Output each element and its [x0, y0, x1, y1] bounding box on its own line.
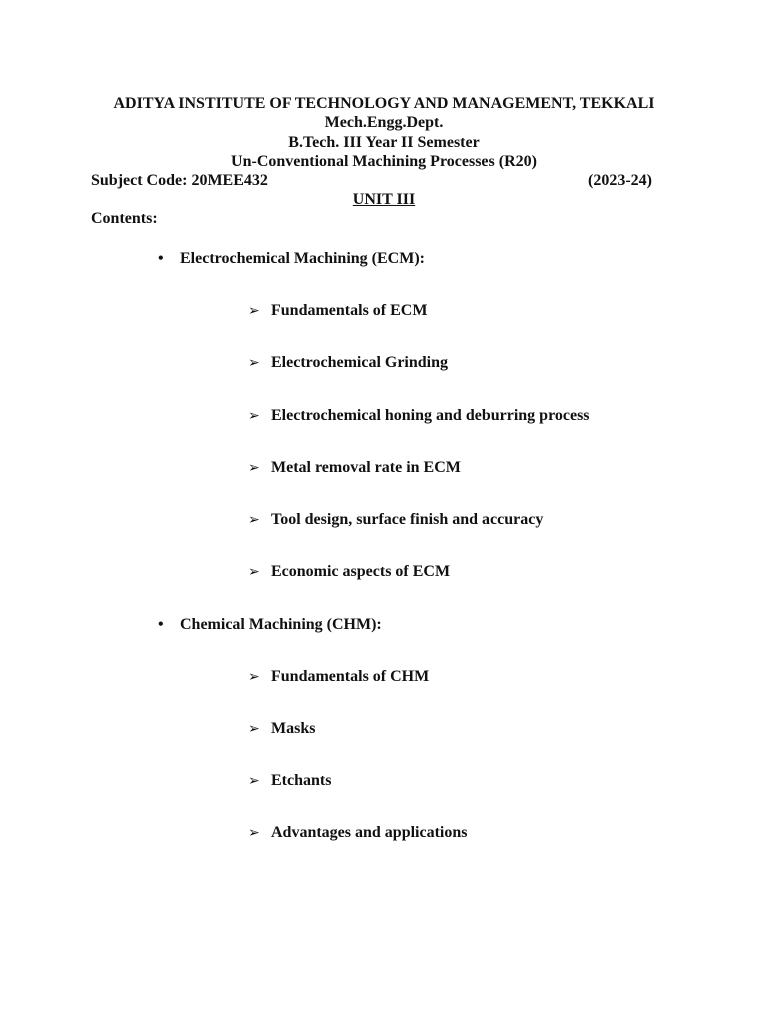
arrow-bullet-icon: ➢	[248, 512, 260, 528]
academic-year: (2023-24)	[588, 172, 652, 189]
arrow-bullet-icon: ➢	[248, 408, 260, 424]
subject-code: Subject Code: 20MEE432	[91, 172, 268, 189]
unit-heading: UNIT III	[352, 191, 416, 208]
contents-label: Contents:	[91, 210, 158, 227]
arrow-bullet-icon: ➢	[248, 303, 260, 319]
list-item-text: Electrochemical Grinding	[271, 354, 449, 371]
course-line: Un-Conventional Machining Processes (R20)	[231, 153, 537, 170]
bullet-icon: •	[158, 250, 164, 267]
department-line: Mech.Engg.Dept.	[324, 114, 444, 131]
bullet-icon: •	[158, 616, 164, 633]
program-line: B.Tech. III Year II Semester	[288, 134, 480, 151]
arrow-bullet-icon: ➢	[248, 564, 260, 580]
arrow-bullet-icon: ➢	[248, 669, 260, 685]
list-item-text: Advantages and applications	[271, 824, 468, 841]
section-title: Chemical Machining (CHM):	[180, 616, 382, 633]
list-item-text: Masks	[271, 720, 316, 737]
arrow-bullet-icon: ➢	[248, 773, 260, 789]
arrow-bullet-icon: ➢	[248, 460, 260, 476]
list-item-text: Etchants	[271, 772, 332, 789]
list-item-text: Fundamentals of CHM	[271, 668, 430, 685]
arrow-bullet-icon: ➢	[248, 721, 260, 737]
list-item-text: Electrochemical honing and deburring process	[271, 407, 590, 424]
list-item-text: Fundamentals of ECM	[271, 302, 428, 319]
arrow-bullet-icon: ➢	[248, 825, 260, 841]
institute-title: ADITYA INSTITUTE OF TECHNOLOGY AND MANAGEMENT, TEKKALI	[113, 95, 655, 112]
list-item-text: Economic aspects of ECM	[271, 563, 451, 580]
list-item-text: Metal removal rate in ECM	[271, 459, 461, 476]
section-title: Electrochemical Machining (ECM):	[180, 250, 425, 267]
arrow-bullet-icon: ➢	[248, 355, 260, 371]
list-item-text: Tool design, surface finish and accuracy	[271, 511, 544, 528]
